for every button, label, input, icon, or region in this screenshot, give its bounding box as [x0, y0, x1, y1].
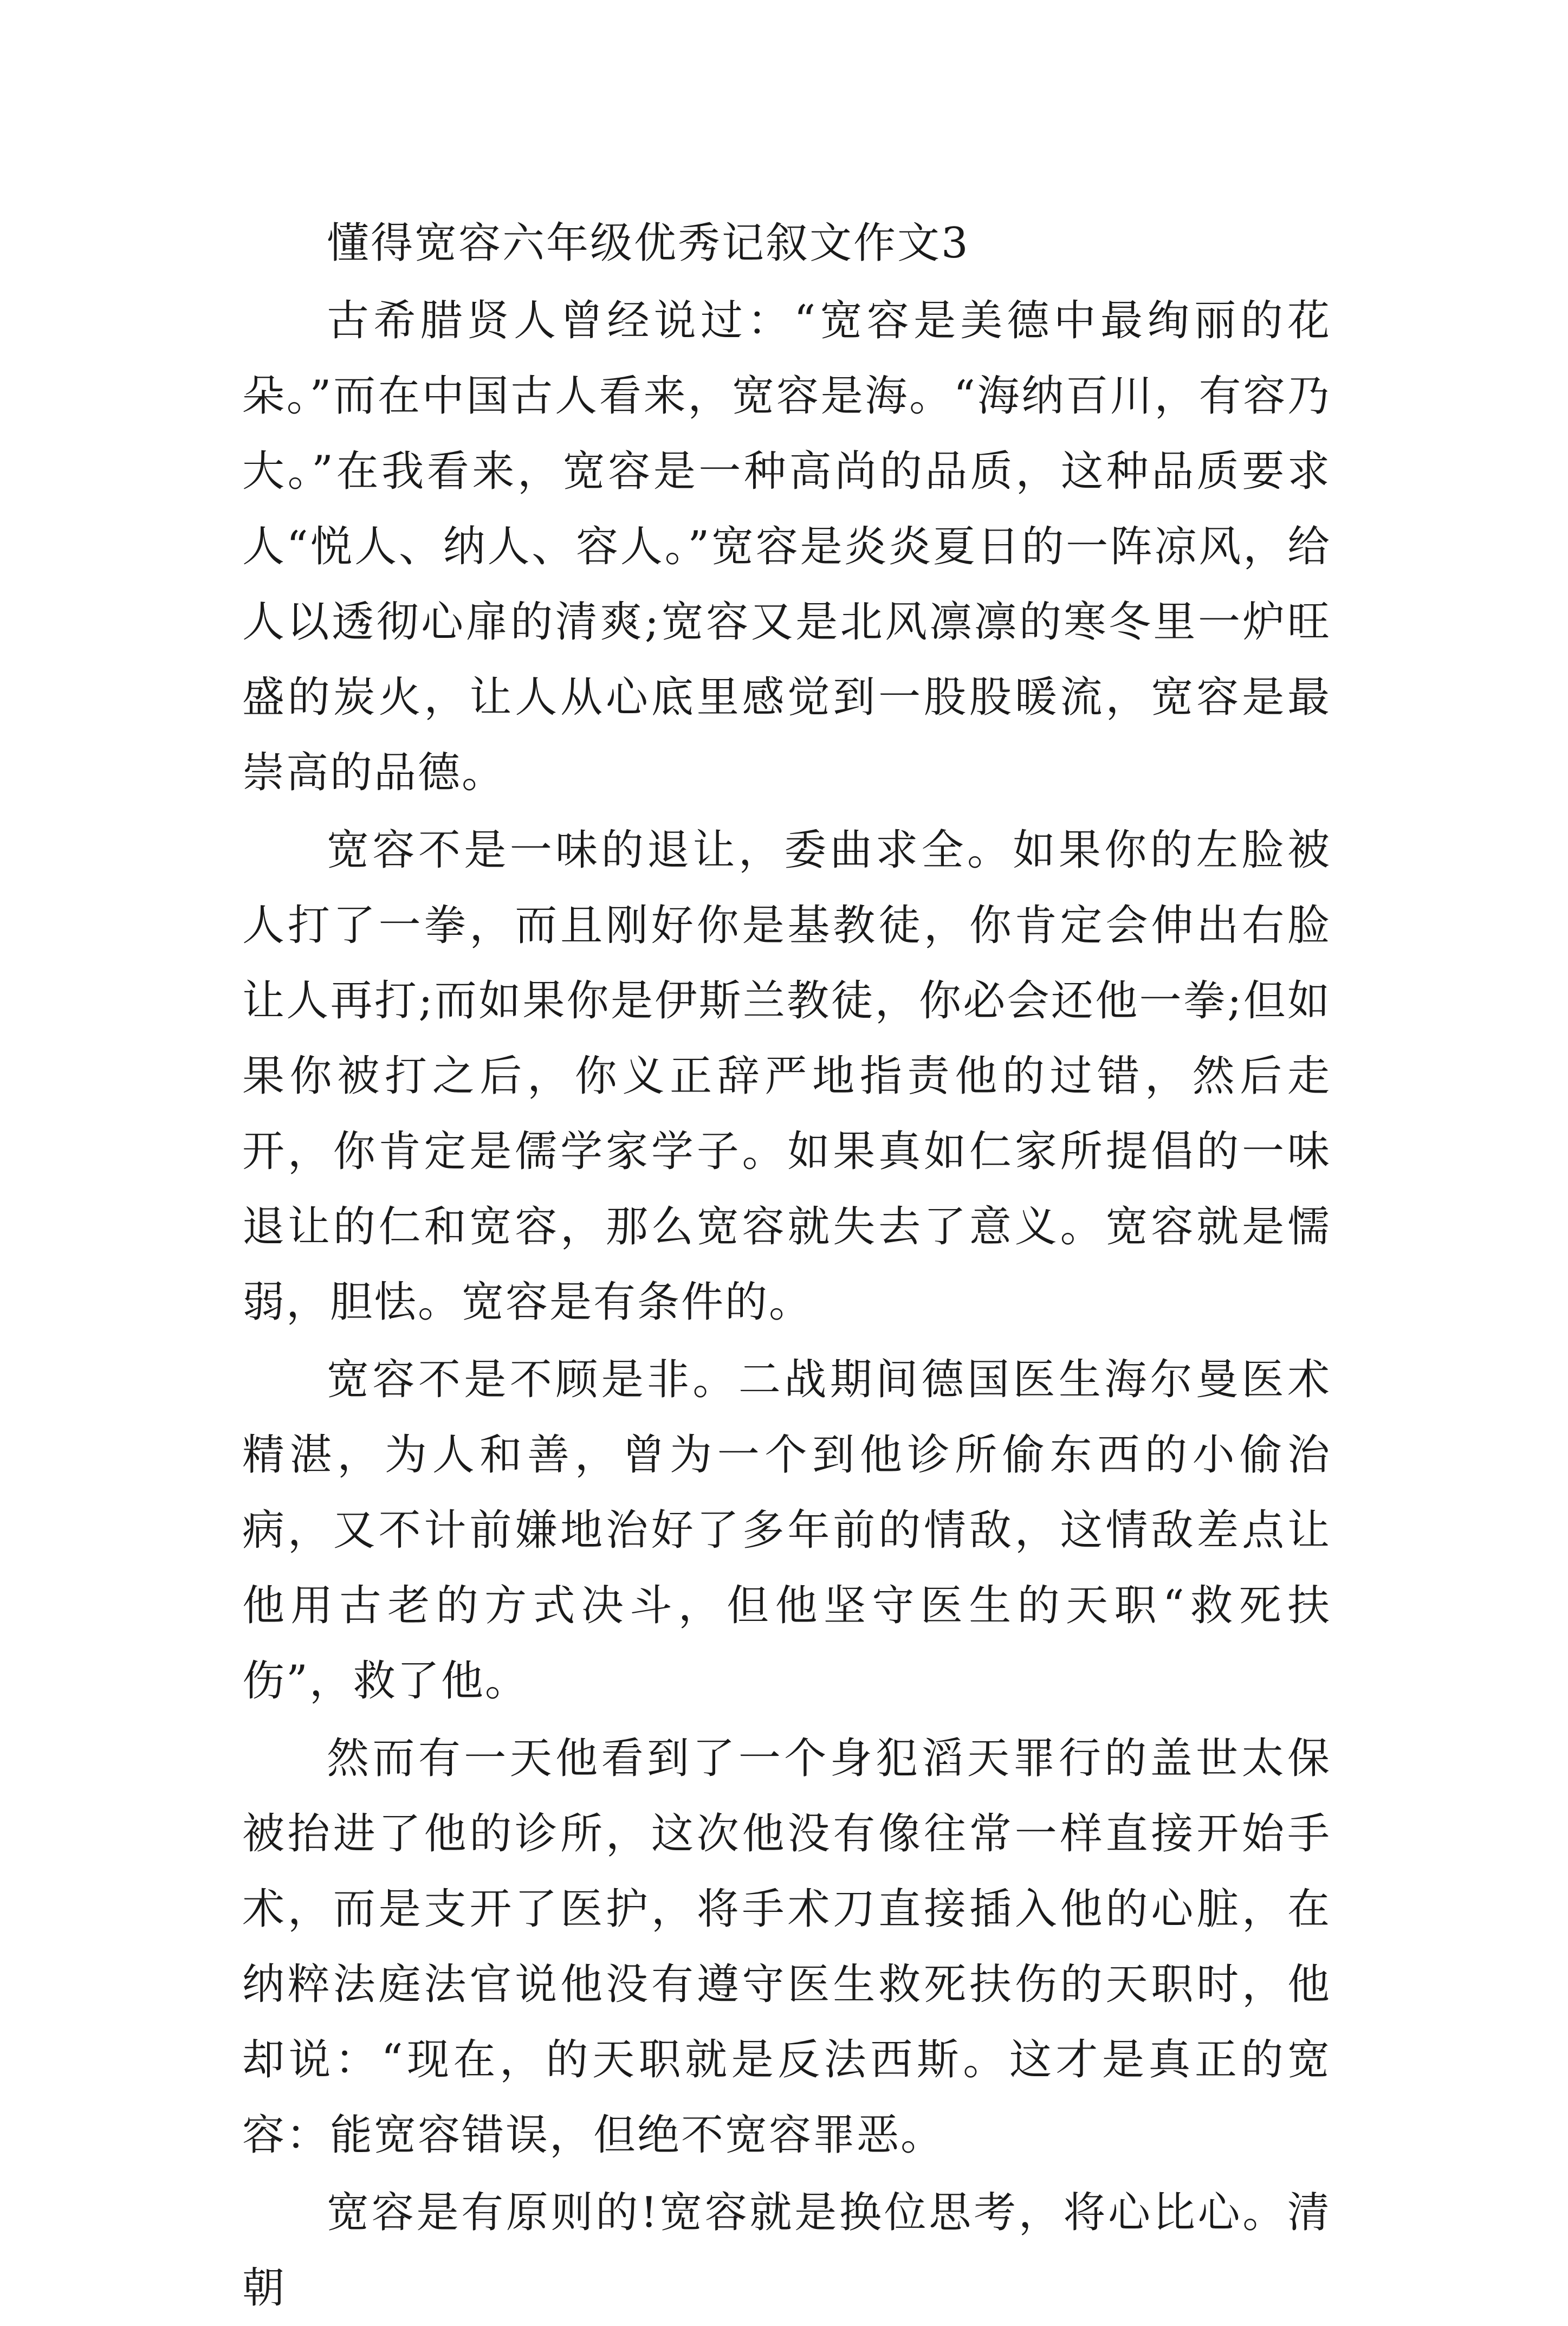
document-body	[242, 206, 1331, 2326]
paragraph-4: 然而有一天他看到了一个身犯滔天罪行的盖世太保被抬进了他的诊所，这次他没有像往常一样直接开始手术，而是支开了医护，将手术刀直接插入他的心脏，在纳粹法庭法官说他没有遵守医生救死扶伤的天职时，他却说：“现在，的天职就是反法西斯。这才是真正的宽容：能宽容错误，但绝不宽容罪恶。	[242, 1734, 1331, 2160]
paragraph-3: 宽容不是不顾是非。二战期间德国医生海尔曼医术精湛，为人和善，曾为一个到他诊所偷东西的小偷治病，又不计前嫌地治好了多年前的情敌，这情敌差点让他用古老的方式决斗，但他坚守医生的天职“救死扶伤”，救了他。	[242, 1355, 1331, 1705]
document-title: 懂得宽容六年级优秀记叙文作文3	[327, 219, 970, 268]
paragraph-5: 宽容是有原则的!宽容就是换位思考，将心比心。清朝	[242, 2188, 1331, 2312]
paragraph-1: 古希腊贤人曾经说过：“宽容是美德中最绚丽的花朵。”而在中国古人看来，宽容是海。“海纳百川，有容乃大。”在我看来，宽容是一种高尚的品质，这种品质要求人“悦人、纳人、容人。”宽容是炎炎夏日的一阵凉风，给人以透彻心扉的清爽;宽容又是北风凛凛的寒冬里一炉旺盛的炭火，让人从心底里感觉到一股股暖流，宽容是最崇高的品德。	[242, 296, 1331, 797]
paragraph-2: 宽容不是一味的退让，委曲求全。如果你的左脸被人打了一拳，而且刚好你是基教徒，你肯定会伸出右脸让人再打;而如果你是伊斯兰教徒，你必会还他一拳;但如果你被打之后，你义正辞严地指责他的过错，然后走开，你肯定是儒学家学子。如果真如仁家所提倡的一味退让的仁和宽容，那么宽容就失去了意义。宽容就是懦弱，胆怯。宽容是有条件的。	[242, 826, 1331, 1327]
